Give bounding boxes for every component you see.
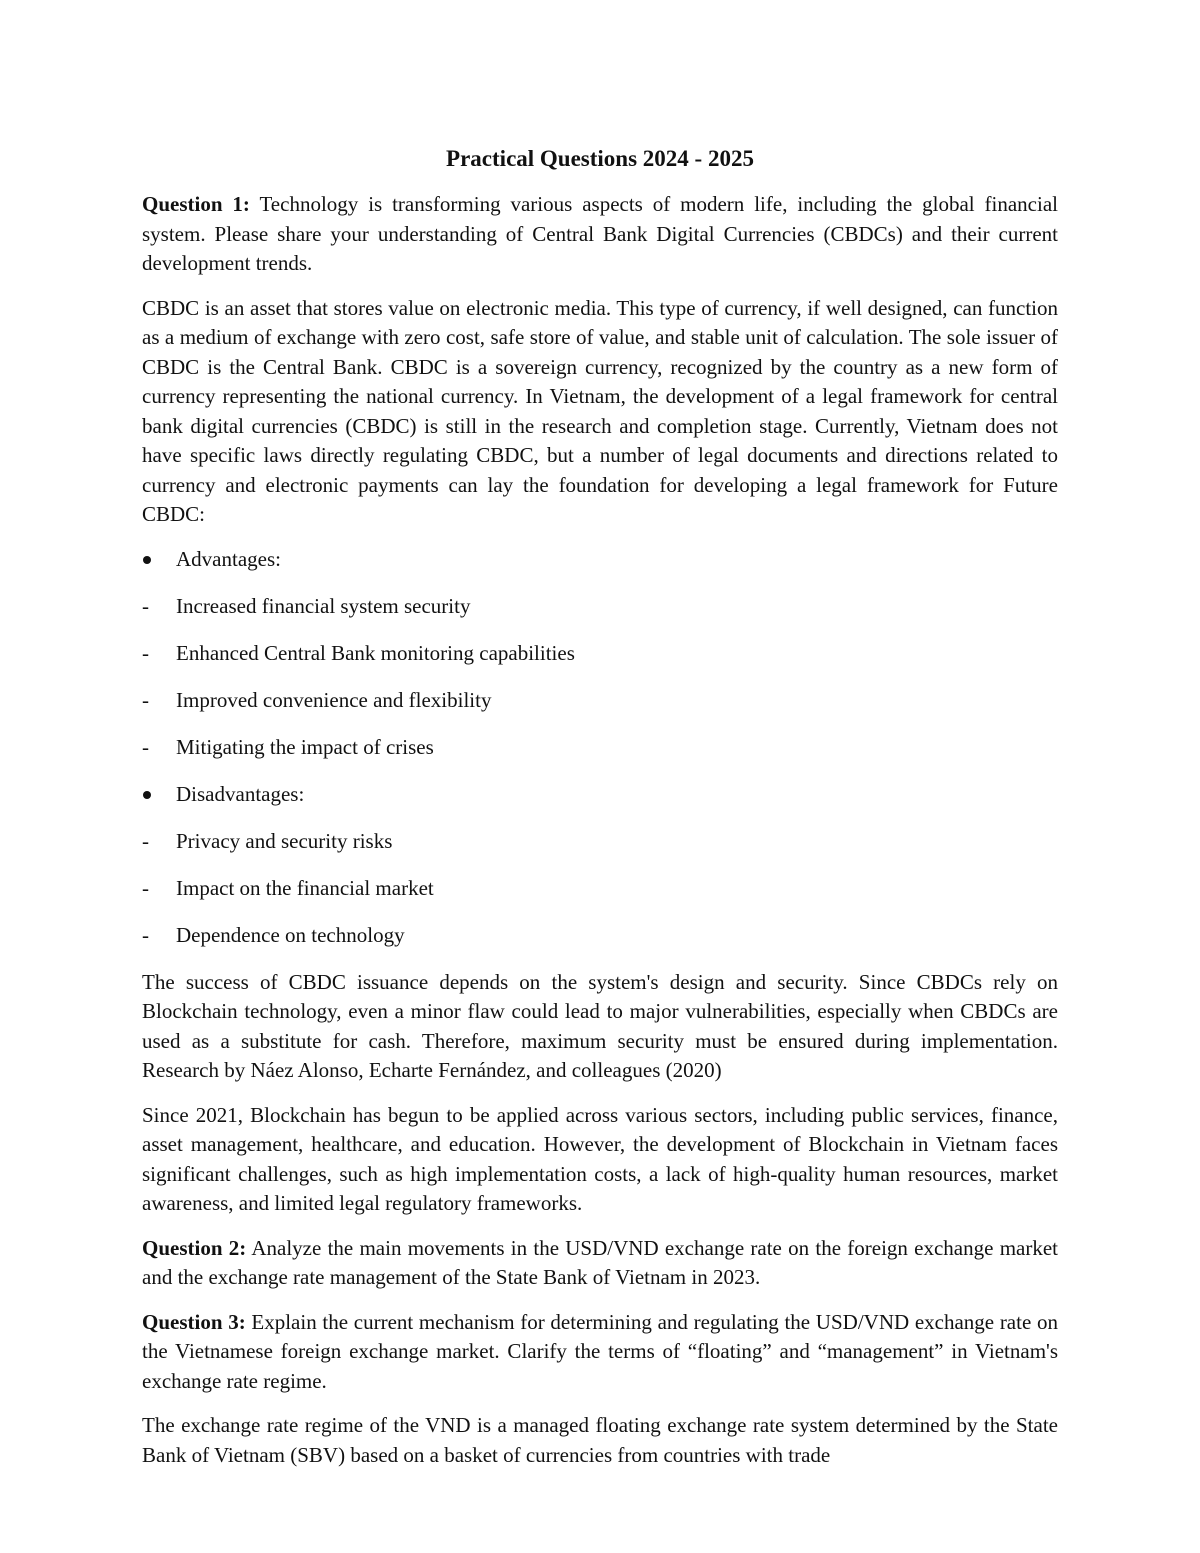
paragraph-cbdc-success: The success of CBDC issuance depends on the system's design and security. Since CBDCs rely on Blockchain technology, even a minor flaw could lead to major vulnerabilities, especially when CBDCs are used as a substitute for cash. Therefore, maximum security must be ensured during implementation. Research by Náez Alonso, Echarte Fernández, and colleagues (2020) xyxy=(142,969,1058,1082)
dash-icon: - xyxy=(142,687,149,712)
list-item xyxy=(142,545,1058,575)
list-item xyxy=(142,874,1058,904)
list-item-text: Privacy and security risks xyxy=(176,828,393,853)
list-item xyxy=(142,827,1058,857)
page-title: Practical Questions 2024 - 2025 xyxy=(446,146,754,171)
dash-icon: - xyxy=(142,734,149,759)
question-3 xyxy=(142,1308,1058,1397)
list-item xyxy=(142,639,1058,669)
paragraph-cbdc-definition: CBDC is an asset that stores value on electronic media. This type of currency, if well designed, can function as a medium of exchange with zero cost, safe store of value, and stable unit of calculation. The sole issuer of CBDC is the Central Bank. CBDC is a sovereign currency, recognized by the country as a new form of currency representing the national currency. In Vietnam, the development of a legal framework for central bank digital currencies (CBDC) is still in the research and completion stage. Currently, Vietnam does not have specific laws directly regulating CBDC, but a number of legal documents and directions related to currency and electronic payments can lay the foundation for developing a legal framework for Future CBDC: xyxy=(142,295,1058,526)
dash-icon: - xyxy=(142,828,149,853)
list-item xyxy=(142,780,1058,810)
list-item-text: Impact on the financial market xyxy=(176,875,434,900)
list-item-text: Increased financial system security xyxy=(176,593,471,618)
list-item-text: Mitigating the impact of crises xyxy=(176,734,434,759)
list-item-text: Enhanced Central Bank monitoring capabilities xyxy=(176,640,575,665)
list-item-text: Dependence on technology xyxy=(176,922,405,947)
dash-icon: - xyxy=(142,875,149,900)
question-1-label: Question 1: xyxy=(142,192,250,216)
list-item-text: Advantages: xyxy=(176,546,281,571)
paragraph-blockchain: Since 2021, Blockchain has begun to be applied across various sectors, including public services, finance, asset management, healthcare, and education. However, the development of Blockchain in Vietnam faces significant challenges, such as high implementation costs, a lack of high-quality human resources, market awareness, and limited legal regulatory frameworks. xyxy=(142,1102,1058,1215)
list-item xyxy=(142,592,1058,622)
list-item xyxy=(142,921,1058,951)
question-2 xyxy=(142,1234,1058,1293)
question-3-text: Explain the current mechanism for determining and regulating the USD/VND exchange rate on the Vietnamese foreign exchange market. Clarify the terms of “floating” and “management” in Vietnam's exchange rate regime. xyxy=(142,1309,1058,1393)
dash-icon: - xyxy=(142,640,149,665)
dash-icon: - xyxy=(142,922,149,947)
list-item xyxy=(142,733,1058,763)
dash-icon: - xyxy=(142,593,149,618)
question-3-label: Question 3: xyxy=(142,1309,246,1334)
question-1-text: Technology is transforming various aspects of modern life, including the global financial system. Please share your understanding of Central Bank Digital Currencies (CBDCs) and their current development trends. xyxy=(142,192,1058,275)
question-2-label: Question 2: xyxy=(142,1235,247,1260)
list-item xyxy=(142,686,1058,716)
list-item-text: Improved convenience and flexibility xyxy=(176,687,492,712)
list-item-text: Disadvantages: xyxy=(176,781,305,806)
advantages-disadvantages-list xyxy=(142,545,1058,951)
paragraph-exchange-rate-regime: The exchange rate regime of the VND is a managed floating exchange rate system determined by the State Bank of Vietnam (SBV) based on a basket of currencies from countries with trade xyxy=(142,1413,1058,1467)
question-1 xyxy=(142,190,1058,279)
question-2-text: Analyze the main movements in the USD/VND exchange rate on the foreign exchange market and the exchange rate management of the State Bank of Vietnam in 2023. xyxy=(142,1235,1058,1289)
